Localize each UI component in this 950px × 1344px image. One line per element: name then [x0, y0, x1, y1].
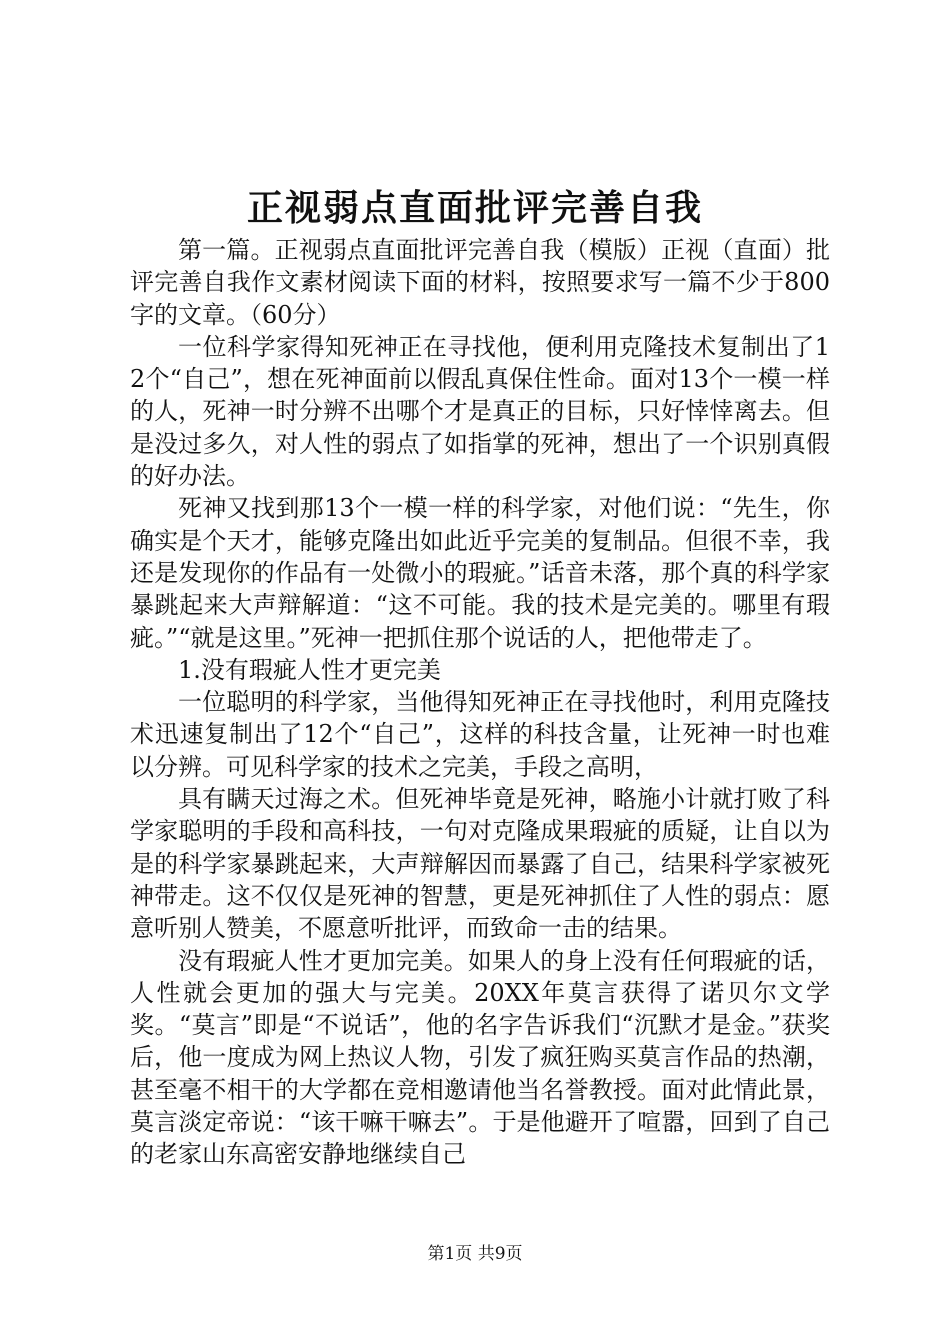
paragraph-analysis-continued: 具有瞒天过海之术。但死神毕竟是死神，略施小计就打败了科学家聪明的手段和高科技，一句对克隆成果瑕疵的质疑，让自以为是的科学家暴跳起来，大声辩解因而暴露了自己，结果科学家被死神带走。这不仅仅是死神的智慧，更是死神抓住了人性的弱点：愿意听别人赞美，不愿意听批评，而致命一击的结果。: [130, 785, 830, 943]
paragraph-intro: 第一篇。正视弱点直面批评完善自我（模版）正视（直面）批评完善自我作文素材阅读下面的材料，按照要求写一篇不少于800字的文章。（60分）: [130, 236, 830, 329]
paragraph-story: 一位科学家得知死神正在寻找他，便利用克隆技术复制出了12个“自己”，想在死神面前以假乱真保住性命。面对13个一模一样的人，死神一时分辨不出哪个才是真正的目标，只好悻悻离去。但是没过多久，对人性的弱点了如指掌的死神，想出了一个识别真假的好办法。: [130, 332, 830, 491]
paragraph-example: 没有瑕疵人性才更加完美。如果人的身上没有任何瑕疵的话，人性就会更加的强大与完美。20XX年莫言获得了诺贝尔文学奖。“莫言”即是“不说话”，他的名字告诉我们“沉默才是金。”获奖后，他一度成为网上热议人物，引发了疯狂购买莫言作品的热潮，甚至毫不相干的大学都在竞相邀请他当名誉教授。面对此情此景，莫言淡定帝说：“该干嘛干嘛去”。于是他避开了喧嚣，回到了自己的老家山东高密安静地继续自己: [130, 946, 830, 1169]
paragraph-analysis: 一位聪明的科学家，当他得知死神正在寻找他时，利用克隆技术迅速复制出了12个“自己”，这样的科技含量，让死神一时也难以分辨。可见科学家的技术之完美，手段之高明，: [130, 688, 830, 781]
section-heading: 1.没有瑕疵人性才更完美: [178, 655, 441, 684]
document-title: 正视弱点直面批评完善自我: [246, 187, 703, 229]
document-body: [130, 234, 830, 1171]
page-number-footer: 第1页 共9页: [427, 1244, 523, 1264]
paragraph-story-continued: 死神又找到那13个一模一样的科学家，对他们说：“先生，你确实是个天才，能够克隆出如此近乎完美的复制品。但很不幸，我还是发现你的作品有一处微小的瑕疵。”话音未落，那个真的科学家暴跳起来大声辩解道：“这不可能。我的技术是完美的。哪里有瑕疵。”“就是这里。”死神一把抓住那个说话的人，把他带走了。: [130, 494, 830, 652]
